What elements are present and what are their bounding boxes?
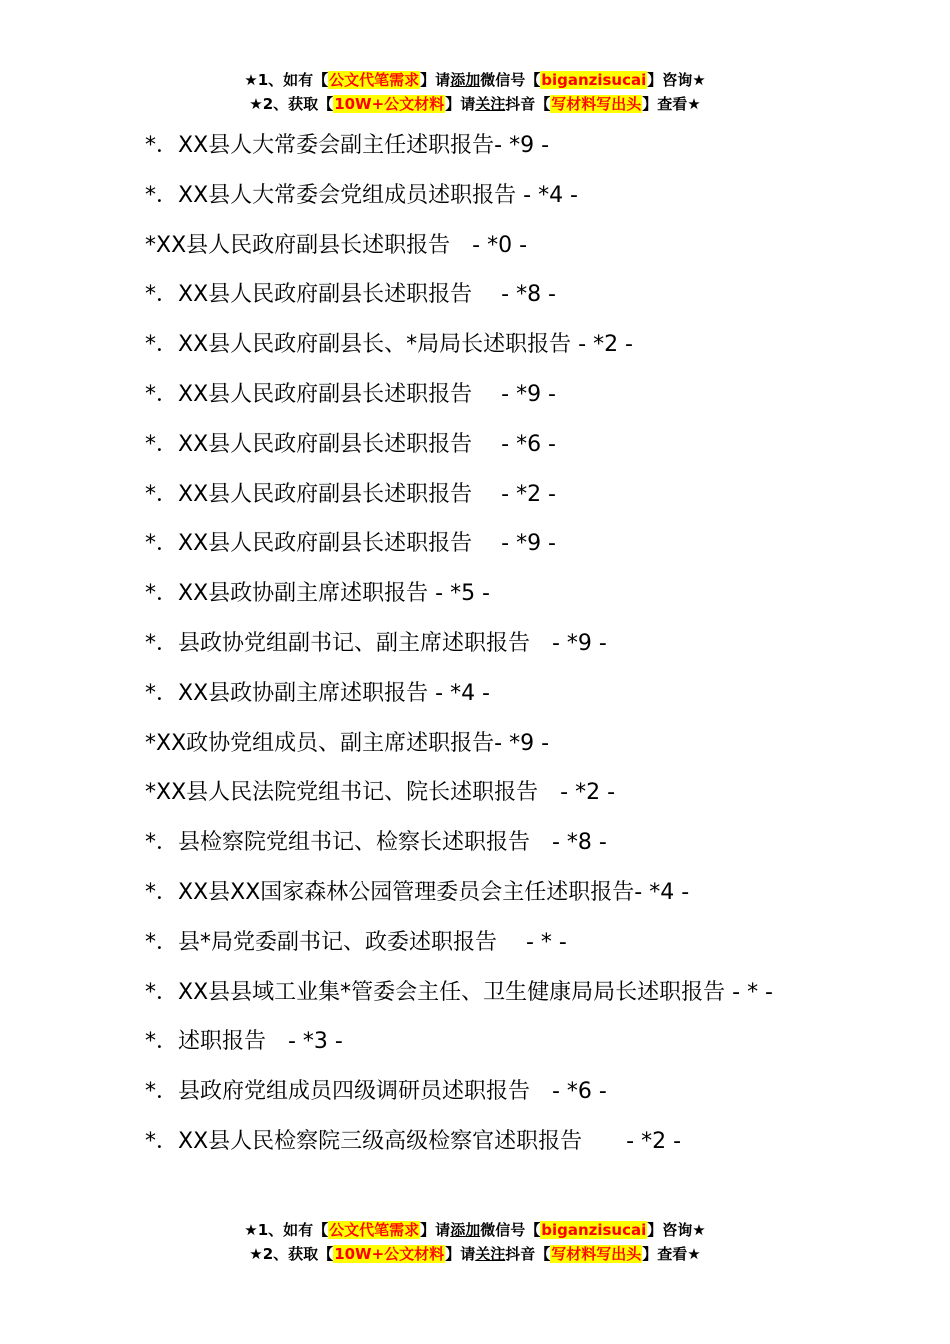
toc-entry: *．XX县人民政府副县长述职报告 - *6 - [145,431,556,457]
banner-text: ★2、获取【 [249,1245,334,1263]
banner-text: 抖音【 [505,1245,551,1263]
banner-text: ★1、如有【 [244,1221,329,1239]
underlined-text: 添加 [450,1221,481,1239]
banner-text: 】查看★ [642,1245,701,1263]
toc-entry: *．县检察院党组书记、检察长述职报告 - *8 - [145,830,607,856]
toc-entry: *．XX县XX国家森林公园管理委员会主任述职报告- *4 - [145,879,690,905]
banner-text: 】查看★ [642,95,701,113]
banner-text: 微信号【 [480,71,541,89]
banner-line-1 [0,1218,950,1242]
toc-entry: *．县政府党组成员四级调研员述职报告 - *6 - [145,1079,607,1105]
toc-entry: *XX县人民法院党组书记、院长述职报告 - *2 - [145,780,616,806]
toc-entry: *．县*局党委副书记、政委述职报告 - * - [145,929,567,955]
highlight-text: 写材料写出头 [551,95,642,113]
banner-text: 】请 [420,1221,451,1239]
toc-entry: *．XX县政协副主席述职报告 - *4 - [145,680,490,706]
toc-entry: *．XX县人大常委会副主任述职报告- *9 - [145,133,550,158]
banner-text: ★2、获取【 [249,95,334,113]
highlight-text: biganzisucai [541,71,647,89]
toc-entry: *．XX县人民政府副县长述职报告 - *9 - [145,531,556,557]
banner-text: 】请 [445,1245,476,1263]
toc-entry: *．县政协党组副书记、副主席述职报告 - *9 - [145,630,607,656]
header-banner [0,68,950,116]
highlight-text: 10W+公文材料 [334,1245,445,1263]
highlight-text: 10W+公文材料 [334,95,445,113]
banner-text: 】咨询★ [647,1221,706,1239]
banner-text: ★1、如有【 [244,71,329,89]
banner-line-2 [0,92,950,116]
banner-text: 微信号【 [480,1221,541,1239]
toc-entry: *．XX县政协副主席述职报告 - *5 - [145,581,490,607]
highlight-text: biganzisucai [541,1221,647,1239]
toc-entry: *XX县人民政府副县长述职报告 - *0 - [145,232,528,258]
underlined-text: 关注 [475,1245,506,1263]
banner-text: 】请 [445,95,476,113]
toc-entry: *．XX县人民政府副县长述职报告 - *9 - [145,381,556,407]
highlight-text: 公文代笔需求 [329,71,420,89]
toc-entry: *．XX县人大常委会党组成员述职报告 - *4 - [145,182,578,208]
table-of-contents [145,121,835,1167]
banner-line-1 [0,68,950,92]
banner-text: 】咨询★ [647,71,706,89]
toc-entry: *．XX县人民政府副县长、*局局长述职报告 - *2 - [145,332,633,358]
footer-banner [0,1218,950,1266]
banner-text: 抖音【 [505,95,551,113]
highlight-text: 写材料写出头 [551,1245,642,1263]
toc-entry: *．XX县人民政府副县长述职报告 - *8 - [145,282,556,308]
underlined-text: 关注 [475,95,506,113]
banner-text: 】请 [420,71,451,89]
toc-entry: *．XX县人民政府副县长述职报告 - *2 - [145,481,556,507]
toc-entry: *．XX县县域工业集*管委会主任、卫生健康局局长述职报告 - * - [145,979,774,1005]
toc-entry: *XX政协党组成员、副主席述职报告- *9 - [145,730,550,756]
toc-entry: *．述职报告 - *3 - [145,1029,343,1055]
toc-entry: *．XX县人民检察院三级高级检察官述职报告 - *2 - [145,1128,682,1154]
underlined-text: 添加 [450,71,481,89]
banner-line-2 [0,1242,950,1266]
highlight-text: 公文代笔需求 [329,1221,420,1239]
